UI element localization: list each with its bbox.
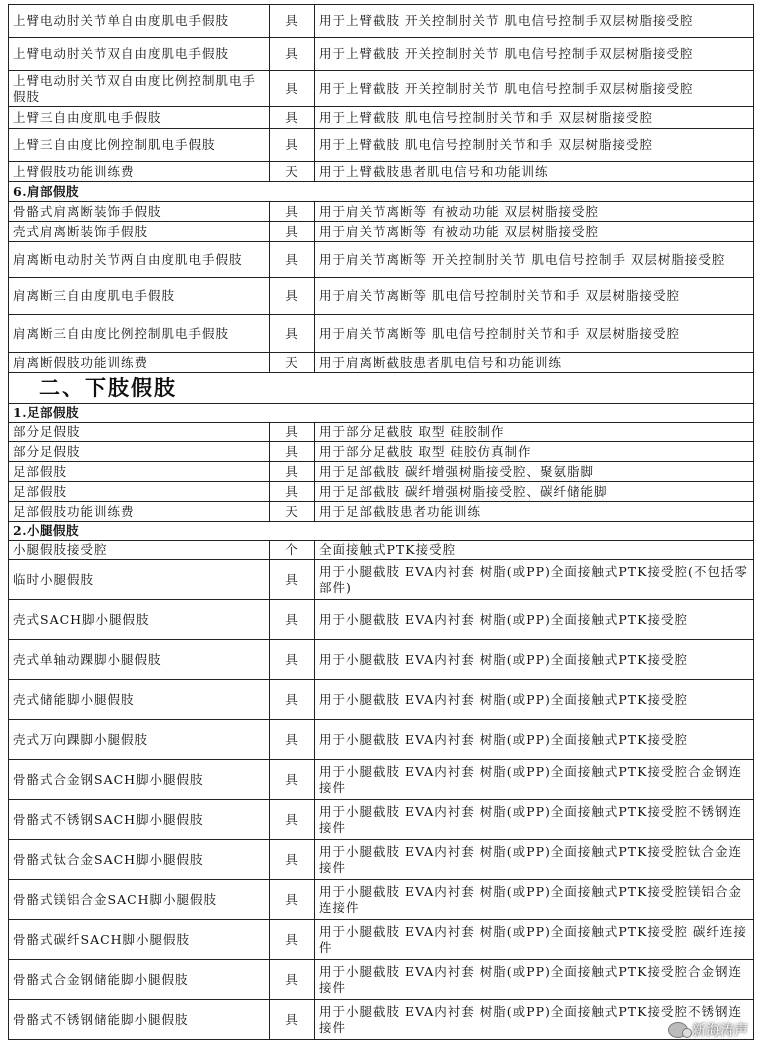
item-unit: 具 xyxy=(270,720,315,760)
table-row xyxy=(9,242,754,278)
section-heading: 1.足部假肢 xyxy=(9,404,754,423)
item-unit: 具 xyxy=(270,482,315,502)
category-heading: 二、下肢假肢 xyxy=(9,373,754,404)
item-unit: 具 xyxy=(270,800,315,840)
price-table-container xyxy=(8,4,750,1040)
item-name: 骨骼式钛合金SACH脚小腿假肢 xyxy=(9,840,270,880)
item-name: 足部假肢 xyxy=(9,462,270,482)
item-name: 骨骼式肩离断装饰手假肢 xyxy=(9,202,270,222)
item-unit: 具 xyxy=(270,760,315,800)
item-name: 肩离断三自由度肌电手假肢 xyxy=(9,278,270,315)
item-name: 壳式单轴动踝脚小腿假肢 xyxy=(9,640,270,680)
item-name: 上臂三自由度比例控制肌电手假肢 xyxy=(9,129,270,162)
item-description: 用于小腿截肢 EVA内衬套 树脂(或PP)全面接触式PTK接受腔不锈钢连接件 xyxy=(315,800,754,840)
item-name: 壳式肩离断装饰手假肢 xyxy=(9,222,270,242)
watermark xyxy=(668,1020,748,1040)
table-row xyxy=(9,502,754,522)
item-name: 部分足假肢 xyxy=(9,442,270,462)
table-row xyxy=(9,107,754,129)
item-unit: 具 xyxy=(270,840,315,880)
table-row xyxy=(9,423,754,442)
item-name: 壳式SACH脚小腿假肢 xyxy=(9,600,270,640)
item-description: 用于部分足截肢 取型 硅胶制作 xyxy=(315,423,754,442)
item-description: 用于小腿截肢 EVA内衬套 树脂(或PP)全面接触式PTK接受腔合金钢连接件 xyxy=(315,760,754,800)
item-description: 用于上臂截肢 肌电信号控制肘关节和手 双层树脂接受腔 xyxy=(315,107,754,129)
item-unit: 天 xyxy=(270,162,315,182)
table-row xyxy=(9,222,754,242)
table-row xyxy=(9,162,754,182)
table-row xyxy=(9,960,754,1000)
item-name: 肩离断电动肘关节两自由度肌电手假肢 xyxy=(9,242,270,278)
item-unit: 具 xyxy=(270,920,315,960)
item-description: 用于部分足截肢 取型 硅胶仿真制作 xyxy=(315,442,754,462)
item-name: 肩离断三自由度比例控制肌电手假肢 xyxy=(9,315,270,353)
table-row xyxy=(9,1000,754,1040)
section-heading: 6.肩部假肢 xyxy=(9,182,754,202)
item-unit: 具 xyxy=(270,1000,315,1040)
item-description: 用于小腿截肢 EVA内衬套 树脂(或PP)全面接触式PTK接受腔 xyxy=(315,600,754,640)
item-name: 骨骼式碳纤SACH脚小腿假肢 xyxy=(9,920,270,960)
section-heading-row xyxy=(9,182,754,202)
item-unit: 具 xyxy=(270,222,315,242)
table-row xyxy=(9,442,754,462)
item-name: 骨骼式合金钢SACH脚小腿假肢 xyxy=(9,760,270,800)
item-name: 上臂三自由度肌电手假肢 xyxy=(9,107,270,129)
table-row xyxy=(9,880,754,920)
item-name: 部分足假肢 xyxy=(9,423,270,442)
item-description: 用于足部截肢 碳纤增强树脂接受腔、聚氨脂脚 xyxy=(315,462,754,482)
item-description: 全面接触式PTK接受腔 xyxy=(315,541,754,560)
item-description: 用于小腿截肢 EVA内衬套 树脂(或PP)全面接触式PTK接受腔 xyxy=(315,720,754,760)
item-description: 用于肩关节离断等 肌电信号控制肘关节和手 双层树脂接受腔 xyxy=(315,315,754,353)
item-unit: 具 xyxy=(270,960,315,1000)
item-name: 壳式储能脚小腿假肢 xyxy=(9,680,270,720)
item-unit: 具 xyxy=(270,680,315,720)
item-description: 用于肩关节离断等 有被动功能 双层树脂接受腔 xyxy=(315,202,754,222)
item-name: 足部假肢 xyxy=(9,482,270,502)
table-row xyxy=(9,129,754,162)
item-unit: 具 xyxy=(270,560,315,600)
item-description: 用于上臂截肢 开关控制肘关节 肌电信号控制手双层树脂接受腔 xyxy=(315,5,754,38)
table-row xyxy=(9,760,754,800)
item-unit: 天 xyxy=(270,353,315,373)
watermark-text: 新海涛声 xyxy=(692,1023,748,1039)
item-name: 骨骼式镁铝合金SACH脚小腿假肢 xyxy=(9,880,270,920)
table-row xyxy=(9,640,754,680)
section-heading-row xyxy=(9,404,754,423)
table-row xyxy=(9,541,754,560)
item-unit: 具 xyxy=(270,315,315,353)
item-unit: 天 xyxy=(270,502,315,522)
item-unit: 具 xyxy=(270,462,315,482)
table-row xyxy=(9,920,754,960)
item-description: 用于肩关节离断等 开关控制肘关节 肌电信号控制手 双层树脂接受腔 xyxy=(315,242,754,278)
item-unit: 具 xyxy=(270,423,315,442)
item-name: 骨骼式不锈钢储能脚小腿假肢 xyxy=(9,1000,270,1040)
table-row xyxy=(9,600,754,640)
item-name: 上臂电动肘关节双自由度肌电手假肢 xyxy=(9,38,270,71)
item-name: 上臂电动肘关节双自由度比例控制肌电手假肢 xyxy=(9,71,270,107)
category-heading-row xyxy=(9,373,754,404)
item-name: 临时小腿假肢 xyxy=(9,560,270,600)
item-name: 壳式万向踝脚小腿假肢 xyxy=(9,720,270,760)
item-unit: 具 xyxy=(270,242,315,278)
table-row xyxy=(9,800,754,840)
item-unit: 具 xyxy=(270,107,315,129)
table-row xyxy=(9,840,754,880)
item-description: 用于上臂截肢 开关控制肘关节 肌电信号控制手双层树脂接受腔 xyxy=(315,38,754,71)
item-name: 骨骼式不锈钢SACH脚小腿假肢 xyxy=(9,800,270,840)
item-description: 用于小腿截肢 EVA内衬套 树脂(或PP)全面接触式PTK接受腔不锈钢连接件 xyxy=(315,1000,754,1040)
item-description: 用于小腿截肢 EVA内衬套 树脂(或PP)全面接触式PTK接受腔合金钢连接件 xyxy=(315,960,754,1000)
item-name: 小腿假肢接受腔 xyxy=(9,541,270,560)
item-unit: 具 xyxy=(270,442,315,462)
table-row xyxy=(9,202,754,222)
table-row xyxy=(9,680,754,720)
wechat-icon xyxy=(668,1022,688,1038)
item-unit: 具 xyxy=(270,640,315,680)
item-description: 用于肩关节离断等 有被动功能 双层树脂接受腔 xyxy=(315,222,754,242)
price-table xyxy=(8,4,754,1040)
item-description: 用于小腿截肢 EVA内衬套 树脂(或PP)全面接触式PTK接受腔(不包括零部件) xyxy=(315,560,754,600)
item-description: 用于小腿截肢 EVA内衬套 树脂(或PP)全面接触式PTK接受腔钛合金连接件 xyxy=(315,840,754,880)
table-row xyxy=(9,560,754,600)
item-unit: 具 xyxy=(270,600,315,640)
table-row xyxy=(9,5,754,38)
item-description: 用于上臂截肢 开关控制肘关节 肌电信号控制手双层树脂接受腔 xyxy=(315,71,754,107)
item-unit: 具 xyxy=(270,38,315,71)
price-table-body xyxy=(9,5,754,1040)
item-name: 肩离断假肢功能训练费 xyxy=(9,353,270,373)
section-heading-row xyxy=(9,522,754,541)
item-description: 用于小腿截肢 EVA内衬套 树脂(或PP)全面接触式PTK接受腔 碳纤连接件 xyxy=(315,920,754,960)
item-description: 用于上臂截肢患者肌电信号和功能训练 xyxy=(315,162,754,182)
item-unit: 具 xyxy=(270,278,315,315)
item-name: 骨骼式合金钢储能脚小腿假肢 xyxy=(9,960,270,1000)
item-name: 上臂假肢功能训练费 xyxy=(9,162,270,182)
item-description: 用于足部截肢 碳纤增强树脂接受腔、碳纤储能脚 xyxy=(315,482,754,502)
item-description: 用于小腿截肢 EVA内衬套 树脂(或PP)全面接触式PTK接受腔镁铝合金连接件 xyxy=(315,880,754,920)
item-unit: 具 xyxy=(270,129,315,162)
table-row xyxy=(9,482,754,502)
item-description: 用于足部截肢患者功能训练 xyxy=(315,502,754,522)
table-row xyxy=(9,315,754,353)
item-description: 用于上臂截肢 肌电信号控制肘关节和手 双层树脂接受腔 xyxy=(315,129,754,162)
table-row xyxy=(9,278,754,315)
table-row xyxy=(9,353,754,373)
item-unit: 具 xyxy=(270,71,315,107)
item-description: 用于肩离断截肢患者肌电信号和功能训练 xyxy=(315,353,754,373)
section-heading: 2.小腿假肢 xyxy=(9,522,754,541)
item-unit: 具 xyxy=(270,5,315,38)
item-name: 上臂电动肘关节单自由度肌电手假肢 xyxy=(9,5,270,38)
table-row xyxy=(9,38,754,71)
item-description: 用于肩关节离断等 肌电信号控制肘关节和手 双层树脂接受腔 xyxy=(315,278,754,315)
item-unit: 具 xyxy=(270,202,315,222)
item-name: 足部假肢功能训练费 xyxy=(9,502,270,522)
table-row xyxy=(9,462,754,482)
table-row xyxy=(9,71,754,107)
table-row xyxy=(9,720,754,760)
item-unit: 个 xyxy=(270,541,315,560)
item-description: 用于小腿截肢 EVA内衬套 树脂(或PP)全面接触式PTK接受腔 xyxy=(315,640,754,680)
item-unit: 具 xyxy=(270,880,315,920)
item-description: 用于小腿截肢 EVA内衬套 树脂(或PP)全面接触式PTK接受腔 xyxy=(315,680,754,720)
